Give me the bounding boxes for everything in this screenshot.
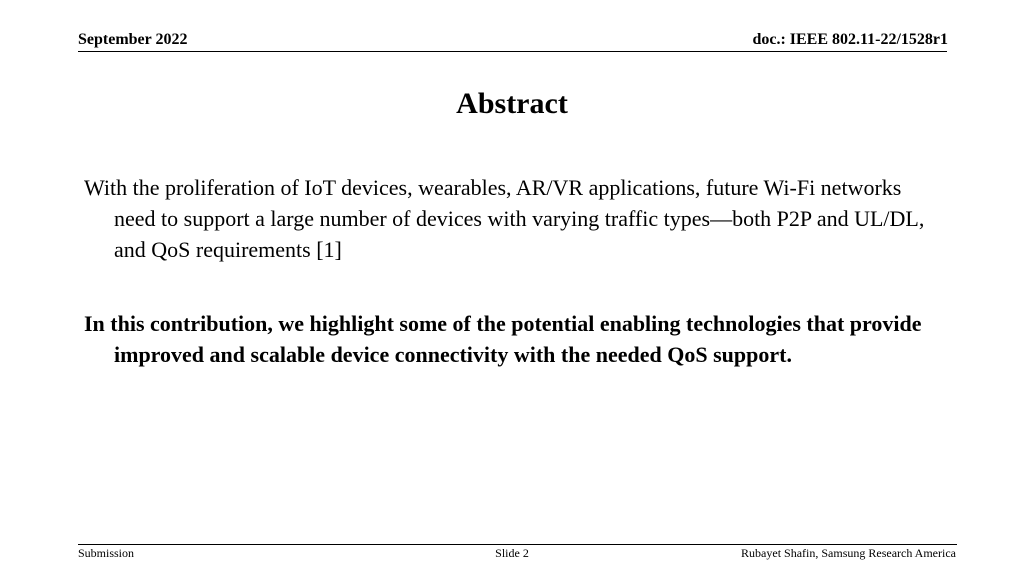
header-doc-id: doc.: IEEE 802.11-22/1528r1 [752, 31, 948, 48]
footer-submission: Submission [78, 546, 135, 560]
slide-title: Abstract [456, 87, 568, 120]
header-divider [78, 51, 947, 52]
footer-slide-number: Slide 2 [495, 546, 529, 560]
abstract-paragraph-1: With the proliferation of IoT devices, wearables, AR/VR applications, future Wi-Fi networks need to support a large number of devices with varying traffic types—both P2P and UL/DL, and QoS requirements [1] [84, 175, 925, 262]
header-date: September 2022 [78, 31, 188, 48]
footer-author: Rubayet Shafin, Samsung Research America [741, 546, 956, 560]
footer-divider [78, 544, 957, 545]
abstract-paragraph-2: In this contribution, we highlight some of the potential enabling technologies that provide improved and scalable device connectivity with the needed QoS support. [84, 311, 922, 367]
